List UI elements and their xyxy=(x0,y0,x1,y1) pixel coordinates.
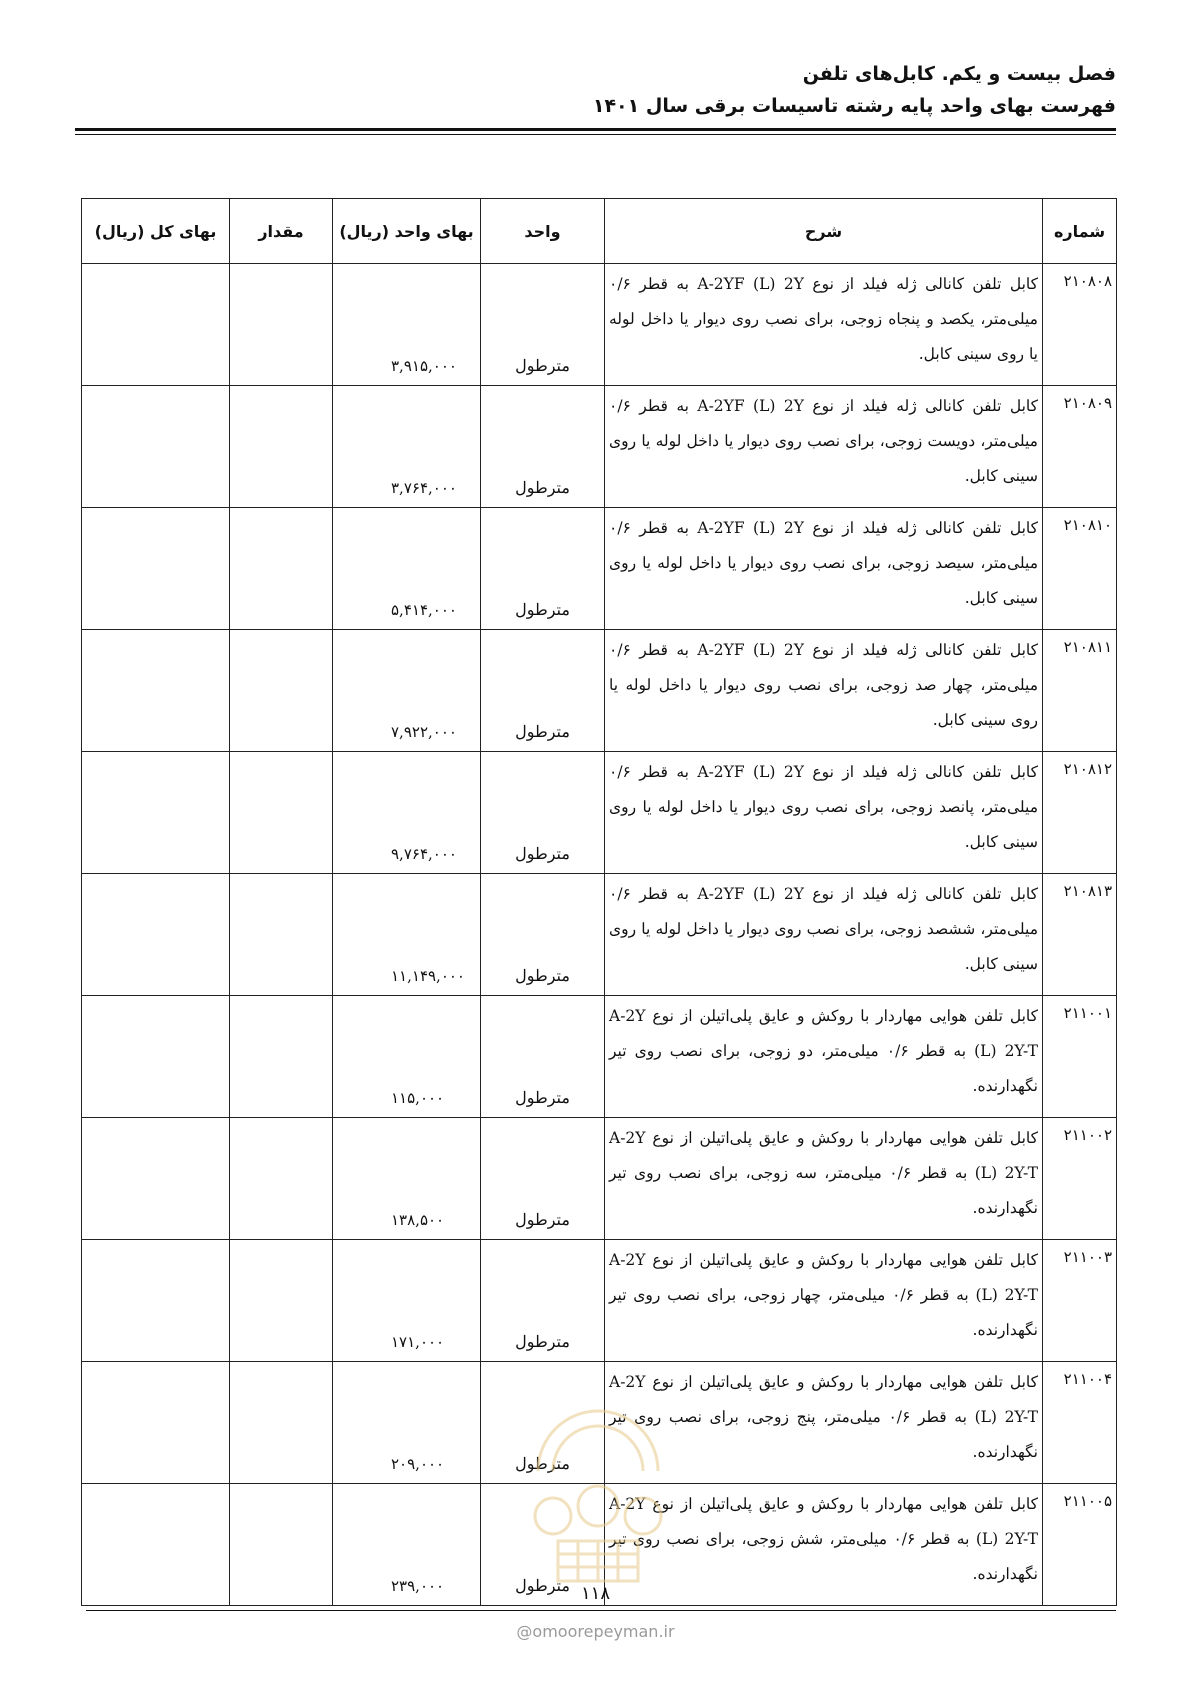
item-unit-price: ۵,۴۱۴,۰۰۰ xyxy=(333,508,481,630)
item-unit: مترطول xyxy=(481,630,605,752)
footer-rule xyxy=(86,1610,1116,1611)
item-unit: مترطول xyxy=(481,1362,605,1484)
item-description: کابل تلفن کانالی ژله فیلد از نوع A-2YF (L) 2Y به قطر ۰/۶ میلی‌متر، سیصد زوجی، برای نصب روی دیوار یا داخل لوله یا روی سینی کابل. xyxy=(605,508,1043,630)
item-number: ۲۱۱۰۰۳ xyxy=(1043,1240,1117,1362)
table-row xyxy=(82,874,1117,996)
item-unit: مترطول xyxy=(481,1118,605,1240)
item-quantity xyxy=(230,1362,333,1484)
item-total-price xyxy=(82,752,230,874)
table-row xyxy=(82,1240,1117,1362)
item-unit-price: ۱۳۸,۵۰۰ xyxy=(333,1118,481,1240)
item-unit-price: ۷,۹۲۲,۰۰۰ xyxy=(333,630,481,752)
item-unit: مترطول xyxy=(481,1484,605,1606)
table-row xyxy=(82,752,1117,874)
item-number: ۲۱۰۸۱۱ xyxy=(1043,630,1117,752)
item-quantity xyxy=(230,1118,333,1240)
column-header-description: شرح xyxy=(605,199,1043,264)
item-total-price xyxy=(82,264,230,386)
item-total-price xyxy=(82,1240,230,1362)
seal-logo-icon xyxy=(498,1376,698,1596)
document-title: فهرست بهای واحد پایه رشته تاسیسات برقی سال ۱۴۰۱ xyxy=(592,95,1116,117)
item-number: ۲۱۱۰۰۵ xyxy=(1043,1484,1117,1606)
header-rule-thin xyxy=(75,134,1116,135)
website-watermark: @omoorepeyman.ir xyxy=(516,1622,675,1641)
item-quantity xyxy=(230,386,333,508)
item-quantity xyxy=(230,630,333,752)
table-header-row xyxy=(82,199,1117,264)
page-header xyxy=(593,58,1116,122)
item-number: ۲۱۰۸۰۹ xyxy=(1043,386,1117,508)
item-description: کابل تلفن هوایی مهاردار با روکش و عایق پلی‌اتیلن از نوع A-2Y (L) 2Y-T به قطر ۰/۶ میلی‌متر، پنج زوجی، برای نصب روی تیر نگهدارنده. xyxy=(605,1362,1043,1484)
item-quantity xyxy=(230,874,333,996)
item-unit: مترطول xyxy=(481,874,605,996)
item-number: ۲۱۱۰۰۱ xyxy=(1043,996,1117,1118)
item-number: ۲۱۱۰۰۴ xyxy=(1043,1362,1117,1484)
item-description: کابل تلفن هوایی مهاردار با روکش و عایق پلی‌اتیلن از نوع A-2Y (L) 2Y-T به قطر ۰/۶ میلی‌متر، شش زوجی، برای نصب روی تیر نگهدارنده. xyxy=(605,1484,1043,1606)
item-unit-price: ۹,۷۶۴,۰۰۰ xyxy=(333,752,481,874)
header-rule-thick xyxy=(75,128,1116,131)
item-number: ۲۱۰۸۰۸ xyxy=(1043,264,1117,386)
column-header-number: شماره xyxy=(1043,199,1117,264)
item-unit-price: ۱۱,۱۴۹,۰۰۰ xyxy=(333,874,481,996)
table-row xyxy=(82,996,1117,1118)
column-header-unit-price: بهای واحد (ریال) xyxy=(333,199,481,264)
item-total-price xyxy=(82,1362,230,1484)
item-unit-price: ۱۱۵,۰۰۰ xyxy=(333,996,481,1118)
item-number: ۲۱۰۸۱۳ xyxy=(1043,874,1117,996)
item-description: کابل تلفن کانالی ژله فیلد از نوع A-2YF (L) 2Y به قطر ۰/۶ میلی‌متر، دویست زوجی، برای نصب روی دیوار یا داخل لوله یا روی سینی کابل. xyxy=(605,386,1043,508)
table-row xyxy=(82,508,1117,630)
item-number: ۲۱۱۰۰۲ xyxy=(1043,1118,1117,1240)
item-unit-price: ۲۳۹,۰۰۰ xyxy=(333,1484,481,1606)
item-quantity xyxy=(230,996,333,1118)
table-row xyxy=(82,386,1117,508)
item-total-price xyxy=(82,1118,230,1240)
item-unit-price: ۳,۹۱۵,۰۰۰ xyxy=(333,264,481,386)
item-total-price xyxy=(82,508,230,630)
item-unit: مترطول xyxy=(481,996,605,1118)
item-description: کابل تلفن کانالی ژله فیلد از نوع A-2YF (L) 2Y به قطر ۰/۶ میلی‌متر، چهار صد زوجی، برای نصب روی دیوار یا داخل لوله یا روی سینی کابل. xyxy=(605,630,1043,752)
column-header-total-price: بهای کل (ریال) xyxy=(82,199,230,264)
item-description: کابل تلفن هوایی مهاردار با روکش و عایق پلی‌اتیلن از نوع A-2Y (L) 2Y-T به قطر ۰/۶ میلی‌متر، چهار زوجی، برای نصب روی تیر نگهدارنده. xyxy=(605,1240,1043,1362)
item-total-price xyxy=(82,874,230,996)
item-quantity xyxy=(230,264,333,386)
item-description: کابل تلفن هوایی مهاردار با روکش و عایق پلی‌اتیلن از نوع A-2Y (L) 2Y-T به قطر ۰/۶ میلی‌متر، دو زوجی، برای نصب روی تیر نگهدارنده. xyxy=(605,996,1043,1118)
item-description: کابل تلفن هوایی مهاردار با روکش و عایق پلی‌اتیلن از نوع A-2Y (L) 2Y-T به قطر ۰/۶ میلی‌متر، سه زوجی، برای نصب روی تیر نگهدارنده. xyxy=(605,1118,1043,1240)
page-number: ۱۱۸ xyxy=(580,1583,610,1604)
column-header-quantity: مقدار xyxy=(230,199,333,264)
item-unit: مترطول xyxy=(481,752,605,874)
table-row xyxy=(82,264,1117,386)
item-unit: مترطول xyxy=(481,264,605,386)
column-header-unit: واحد xyxy=(481,199,605,264)
item-description: کابل تلفن کانالی ژله فیلد از نوع A-2YF (L) 2Y به قطر ۰/۶ میلی‌متر، پانصد زوجی، برای نصب روی دیوار یا داخل لوله یا روی سینی کابل. xyxy=(605,752,1043,874)
item-unit-price: ۲۰۹,۰۰۰ xyxy=(333,1362,481,1484)
table-row xyxy=(82,630,1117,752)
item-quantity xyxy=(230,508,333,630)
table-row xyxy=(82,1118,1117,1240)
item-unit: مترطول xyxy=(481,1240,605,1362)
item-unit-price: ۳,۷۶۴,۰۰۰ xyxy=(333,386,481,508)
item-quantity xyxy=(230,752,333,874)
item-total-price xyxy=(82,386,230,508)
item-quantity xyxy=(230,1240,333,1362)
item-number: ۲۱۰۸۱۰ xyxy=(1043,508,1117,630)
item-description: کابل تلفن کانالی ژله فیلد از نوع A-2YF (L) 2Y به قطر ۰/۶ میلی‌متر، یکصد و پنجاه زوجی، برای نصب روی دیوار یا داخل لوله یا روی سینی کابل. xyxy=(605,264,1043,386)
item-total-price xyxy=(82,630,230,752)
item-unit: مترطول xyxy=(481,508,605,630)
item-description: کابل تلفن کانالی ژله فیلد از نوع A-2YF (L) 2Y به قطر ۰/۶ میلی‌متر، ششصد زوجی، برای نصب روی دیوار یا داخل لوله یا روی سینی کابل. xyxy=(605,874,1043,996)
item-number: ۲۱۰۸۱۲ xyxy=(1043,752,1117,874)
item-total-price xyxy=(82,996,230,1118)
item-unit-price: ۱۷۱,۰۰۰ xyxy=(333,1240,481,1362)
chapter-title: فصل بیست و یکم. کابل‌های تلفن xyxy=(802,63,1116,85)
item-unit: مترطول xyxy=(481,386,605,508)
